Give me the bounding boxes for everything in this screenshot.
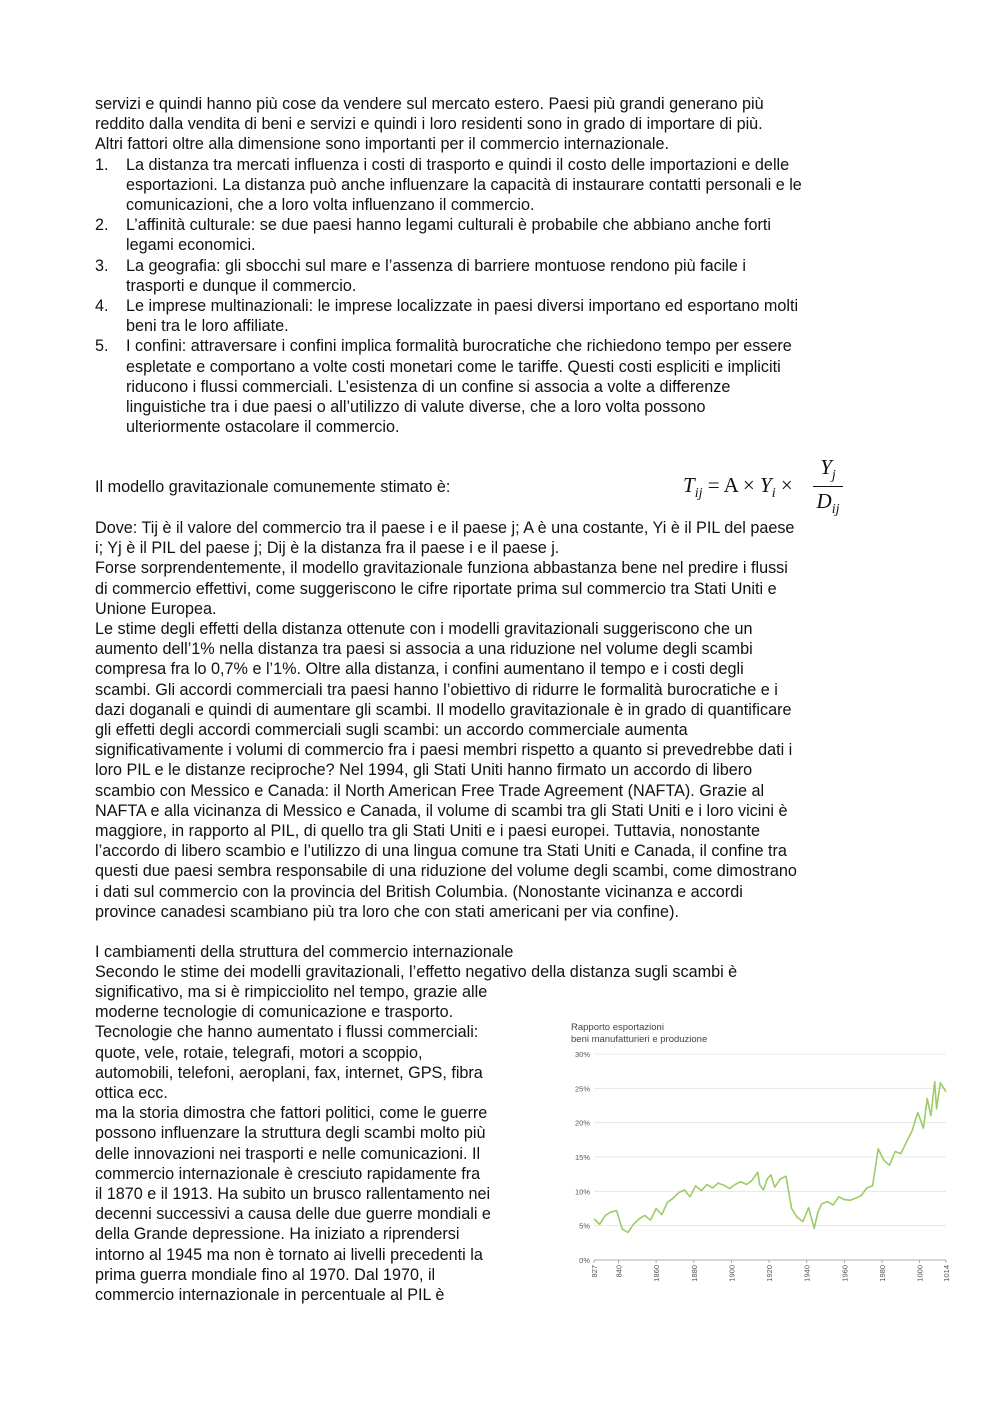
wrap-line: significativo, ma si è rimpicciolito nel tempo, grazie alle: [95, 983, 488, 1001]
body-line: significativamente i volumi di commercio fra i paesi membri rispetto a quanto si prevedrebbe dati i: [95, 741, 793, 760]
factor-text: La distanza tra mercati influenza i costi di trasporto e quindi il costo delle importazioni e delle: [126, 155, 790, 174]
chart-title: beni manufatturieri e produzione: [571, 1034, 708, 1045]
body-line: i dati sul commercio con la provincia del British Columbia. (Nonostante vicinanza e accordi: [95, 882, 743, 901]
body-block: [95, 518, 910, 922]
factor-text: espletate e comportano a volte costi monetari come le tariffe. Questi costi espliciti e impliciti: [126, 357, 781, 376]
formula-label: Il modello gravitazionale comunemente stimato è:: [95, 478, 451, 496]
wrap-line: decenni successivi a causa delle due guerre mondiali e: [95, 1205, 491, 1224]
body-line: dazi doganali e quindi di aumentare gli scambi. Il modello gravitazionale è in grado di quantificare: [95, 700, 792, 719]
factor-list: [95, 155, 910, 438]
body-line: scambio con Messico e Canada: il North American Free Trade Agreement (NAFTA). Grazie al: [95, 781, 765, 800]
chart-title: Rapporto esportazioni: [571, 1022, 664, 1033]
body-line: di commercio effettivi, come suggeriscono le cifre riportate prima sul commercio tra Stati Uniti e: [95, 579, 777, 598]
body-line: maggiore, in rapporto al PIL, di quello tra gli Stati Uniti e i paesi europei. Tuttavia, nonostante: [95, 822, 760, 841]
y-tick-label: 15%: [574, 1153, 590, 1162]
wrap-line: prima guerra mondiale fino al 1970. Dal 1970, il: [95, 1265, 436, 1284]
wrap-line: moderne tecnologie di comunicazione e trasporto.: [95, 1003, 454, 1022]
factor-number: 1.: [95, 155, 109, 174]
formula-denominator: $D_{ij}$: [816, 489, 840, 518]
factor-number: 4.: [95, 297, 109, 316]
x-tick-label: 1014: [942, 1265, 951, 1282]
body-line: l’accordo di libero scambio e l’utilizzo di una lingua comune tra Stati Uniti e Canada, il confine tra: [95, 842, 787, 861]
factor-text: comunicazioni, che a loro volta influenzano il commercio.: [126, 196, 535, 215]
wrap-line: possono influenzare la struttura degli scambi molto più: [95, 1124, 486, 1143]
body-line: loro PIL e le distanze reciproche? Nel 1994, gli Stati Uniti hanno firmato un accordo di libero: [95, 761, 753, 780]
factor-text: I confini: attraversare i confini implica formalità burocratiche che richiedono tempo per essere: [126, 337, 792, 356]
gravity-formula: [683, 455, 883, 517]
body-line: gli effetti degli accordi commerciali sugli scambi: un accordo commerciale aumenta: [95, 721, 688, 740]
x-tick-label: 1000: [915, 1265, 925, 1282]
intro-line: reddito dalla vendita di beni e servizi e quindi i loro residenti sono in grado di importare di più.: [95, 115, 763, 134]
factor-item: [95, 256, 910, 296]
y-tick-label: 30%: [574, 1050, 590, 1059]
y-tick-label: 10%: [574, 1187, 590, 1197]
section-block: [95, 942, 910, 982]
body-line: Le stime degli effetti della distanza ottenute con i modelli gravitazionali suggeriscono che un: [95, 620, 753, 639]
body-line: i; Yj è il PIL del paese j; Dij è la distanza fra il paese i e il paese j.: [95, 539, 560, 558]
x-tick-label: 1980: [878, 1265, 887, 1282]
body-line: Unione Europea.: [95, 599, 217, 618]
export-ratio-chart: [566, 1018, 951, 1290]
y-tick-label: 20%: [574, 1118, 590, 1128]
fraction-bar: [813, 486, 843, 487]
body-line: Dove: Tij è il valore del commercio tra il paese i e il paese j; A è una costante, Yi è il PIL del paese: [95, 519, 795, 537]
wrap-line: della Grande depressione. Ha iniziato a riprendersi: [95, 1225, 460, 1244]
wrap-line: il 1870 e il 1913. Ha subito un brusco rallentamento nei: [95, 1185, 491, 1204]
body-line: scambi. Gli accordi commerciali tra paesi hanno l’obiettivo di ridurre le formalità burocratiche e i: [95, 680, 778, 699]
x-tick-label: 1940: [802, 1265, 812, 1282]
x-tick-label: 840: [614, 1265, 624, 1278]
formula-row: [95, 455, 910, 517]
body-line: NAFTA e alla vicinanza di Messico e Canada, il volume di scambi tra gli Stati Uniti e i loro vicini è: [95, 801, 788, 820]
factor-item: [95, 215, 910, 255]
factor-text: beni tra le loro affiliate.: [126, 317, 289, 336]
factor-text: legami economici.: [126, 236, 256, 255]
y-tick-label: 0%: [579, 1256, 590, 1265]
wrap-line: commercio internazionale è cresciuto rapidamente fra: [95, 1164, 481, 1183]
x-tick-label: 1860: [652, 1265, 662, 1282]
y-tick-label: 25%: [574, 1084, 590, 1094]
wrap-line: Tecnologie che hanno aumentato i flussi commerciali:: [95, 1023, 479, 1042]
x-tick-label: 1920: [765, 1265, 775, 1282]
factor-number: 3.: [95, 256, 109, 275]
factor-text: trasporti e dunque il commercio.: [126, 276, 357, 295]
factor-number: 5.: [95, 337, 109, 356]
body-line: compresa fra lo 0,7% e l’1%. Oltre alla distanza, i confini aumentano il tempo e i costi degli: [95, 660, 744, 679]
wrap-line: delle innovazioni nei trasporti e nelle comunicazioni. Il: [95, 1144, 481, 1163]
x-tick-label: 1960: [840, 1265, 850, 1282]
factor-item: [95, 296, 910, 336]
wrap-line: quote, vele, rotaie, telegrafi, motori a scoppio,: [95, 1043, 423, 1062]
chart-svg: [566, 1018, 951, 1290]
body-line: province canadesi scambiano più tra loro che con stati americani per via confine).: [95, 902, 679, 921]
intro-line: servizi e quindi hanno più cose da vendere sul mercato estero. Paesi più grandi generano più: [95, 95, 764, 113]
factor-item: [95, 155, 910, 216]
factor-text: L’affinità culturale: se due paesi hanno legami culturali è probabile che abbiano anche forti: [126, 216, 771, 235]
x-tick-label: 1880: [689, 1265, 699, 1282]
x-tick-label: 827: [590, 1265, 599, 1278]
wrap-line: intorno al 1945 ma non è tornato ai livelli precedenti la: [95, 1245, 483, 1264]
section-line: Secondo le stime dei modelli gravitazionali, l’effetto negativo della distanza sugli scambi è: [95, 963, 738, 982]
wrap-line: automobili, telefoni, aeroplani, fax, internet, GPS, fibra: [95, 1063, 483, 1082]
section-heading: I cambiamenti della struttura del commercio internazionale: [95, 943, 514, 961]
wrap-line: ma la storia dimostra che fattori politici, come le guerre: [95, 1104, 488, 1123]
factor-number: 2.: [95, 216, 109, 235]
formula-lhs: $T_{ij} = A \times Y_i$ ×: [683, 473, 793, 502]
body-line: questi due paesi sembra responsabile di una riduzione del volume degli scambi, come dimostrano: [95, 862, 797, 881]
factor-text: La geografia: gli sbocchi sul mare e l’assenza di barriere montuose rendono più facile i: [126, 256, 746, 275]
body-line: Forse sorprendentemente, il modello gravitazionale funziona abbastanza bene nel predire i flussi: [95, 559, 788, 578]
y-tick-label: 5%: [579, 1221, 590, 1231]
factor-text: riducono i flussi commerciali. L’esistenza di un confine si associa a volte a differenze: [126, 377, 731, 396]
factor-text: linguistiche tra i due paesi o all’utilizzo di valute diverse, che a loro volta possono: [126, 398, 706, 417]
factor-text: Le imprese multinazionali: le imprese localizzate in paesi diversi importano ed esportano molti: [126, 297, 799, 316]
body-line: aumento dell’1% nella distanza tra paesi si associa a una riduzione nel volume degli scambi: [95, 640, 753, 659]
factor-text: esportazioni. La distanza può anche influenzare la capacità di instaurare contatti personali e le: [126, 175, 802, 194]
wrapped-column: [95, 982, 555, 1305]
intro-line: Altri fattori oltre alla dimensione sono importanti per il commercio internazionale.: [95, 135, 670, 154]
wrap-line: commercio internazionale in percentuale al PIL è: [95, 1286, 445, 1305]
x-tick-label: 1900: [727, 1265, 737, 1282]
wrap-line: ottica ecc.: [95, 1084, 168, 1103]
intro-block: [95, 94, 910, 437]
factor-item: [95, 336, 910, 437]
factor-text: ulteriormente ostacolare il commercio.: [126, 418, 400, 437]
formula-numerator: $Y_j$: [820, 455, 836, 484]
